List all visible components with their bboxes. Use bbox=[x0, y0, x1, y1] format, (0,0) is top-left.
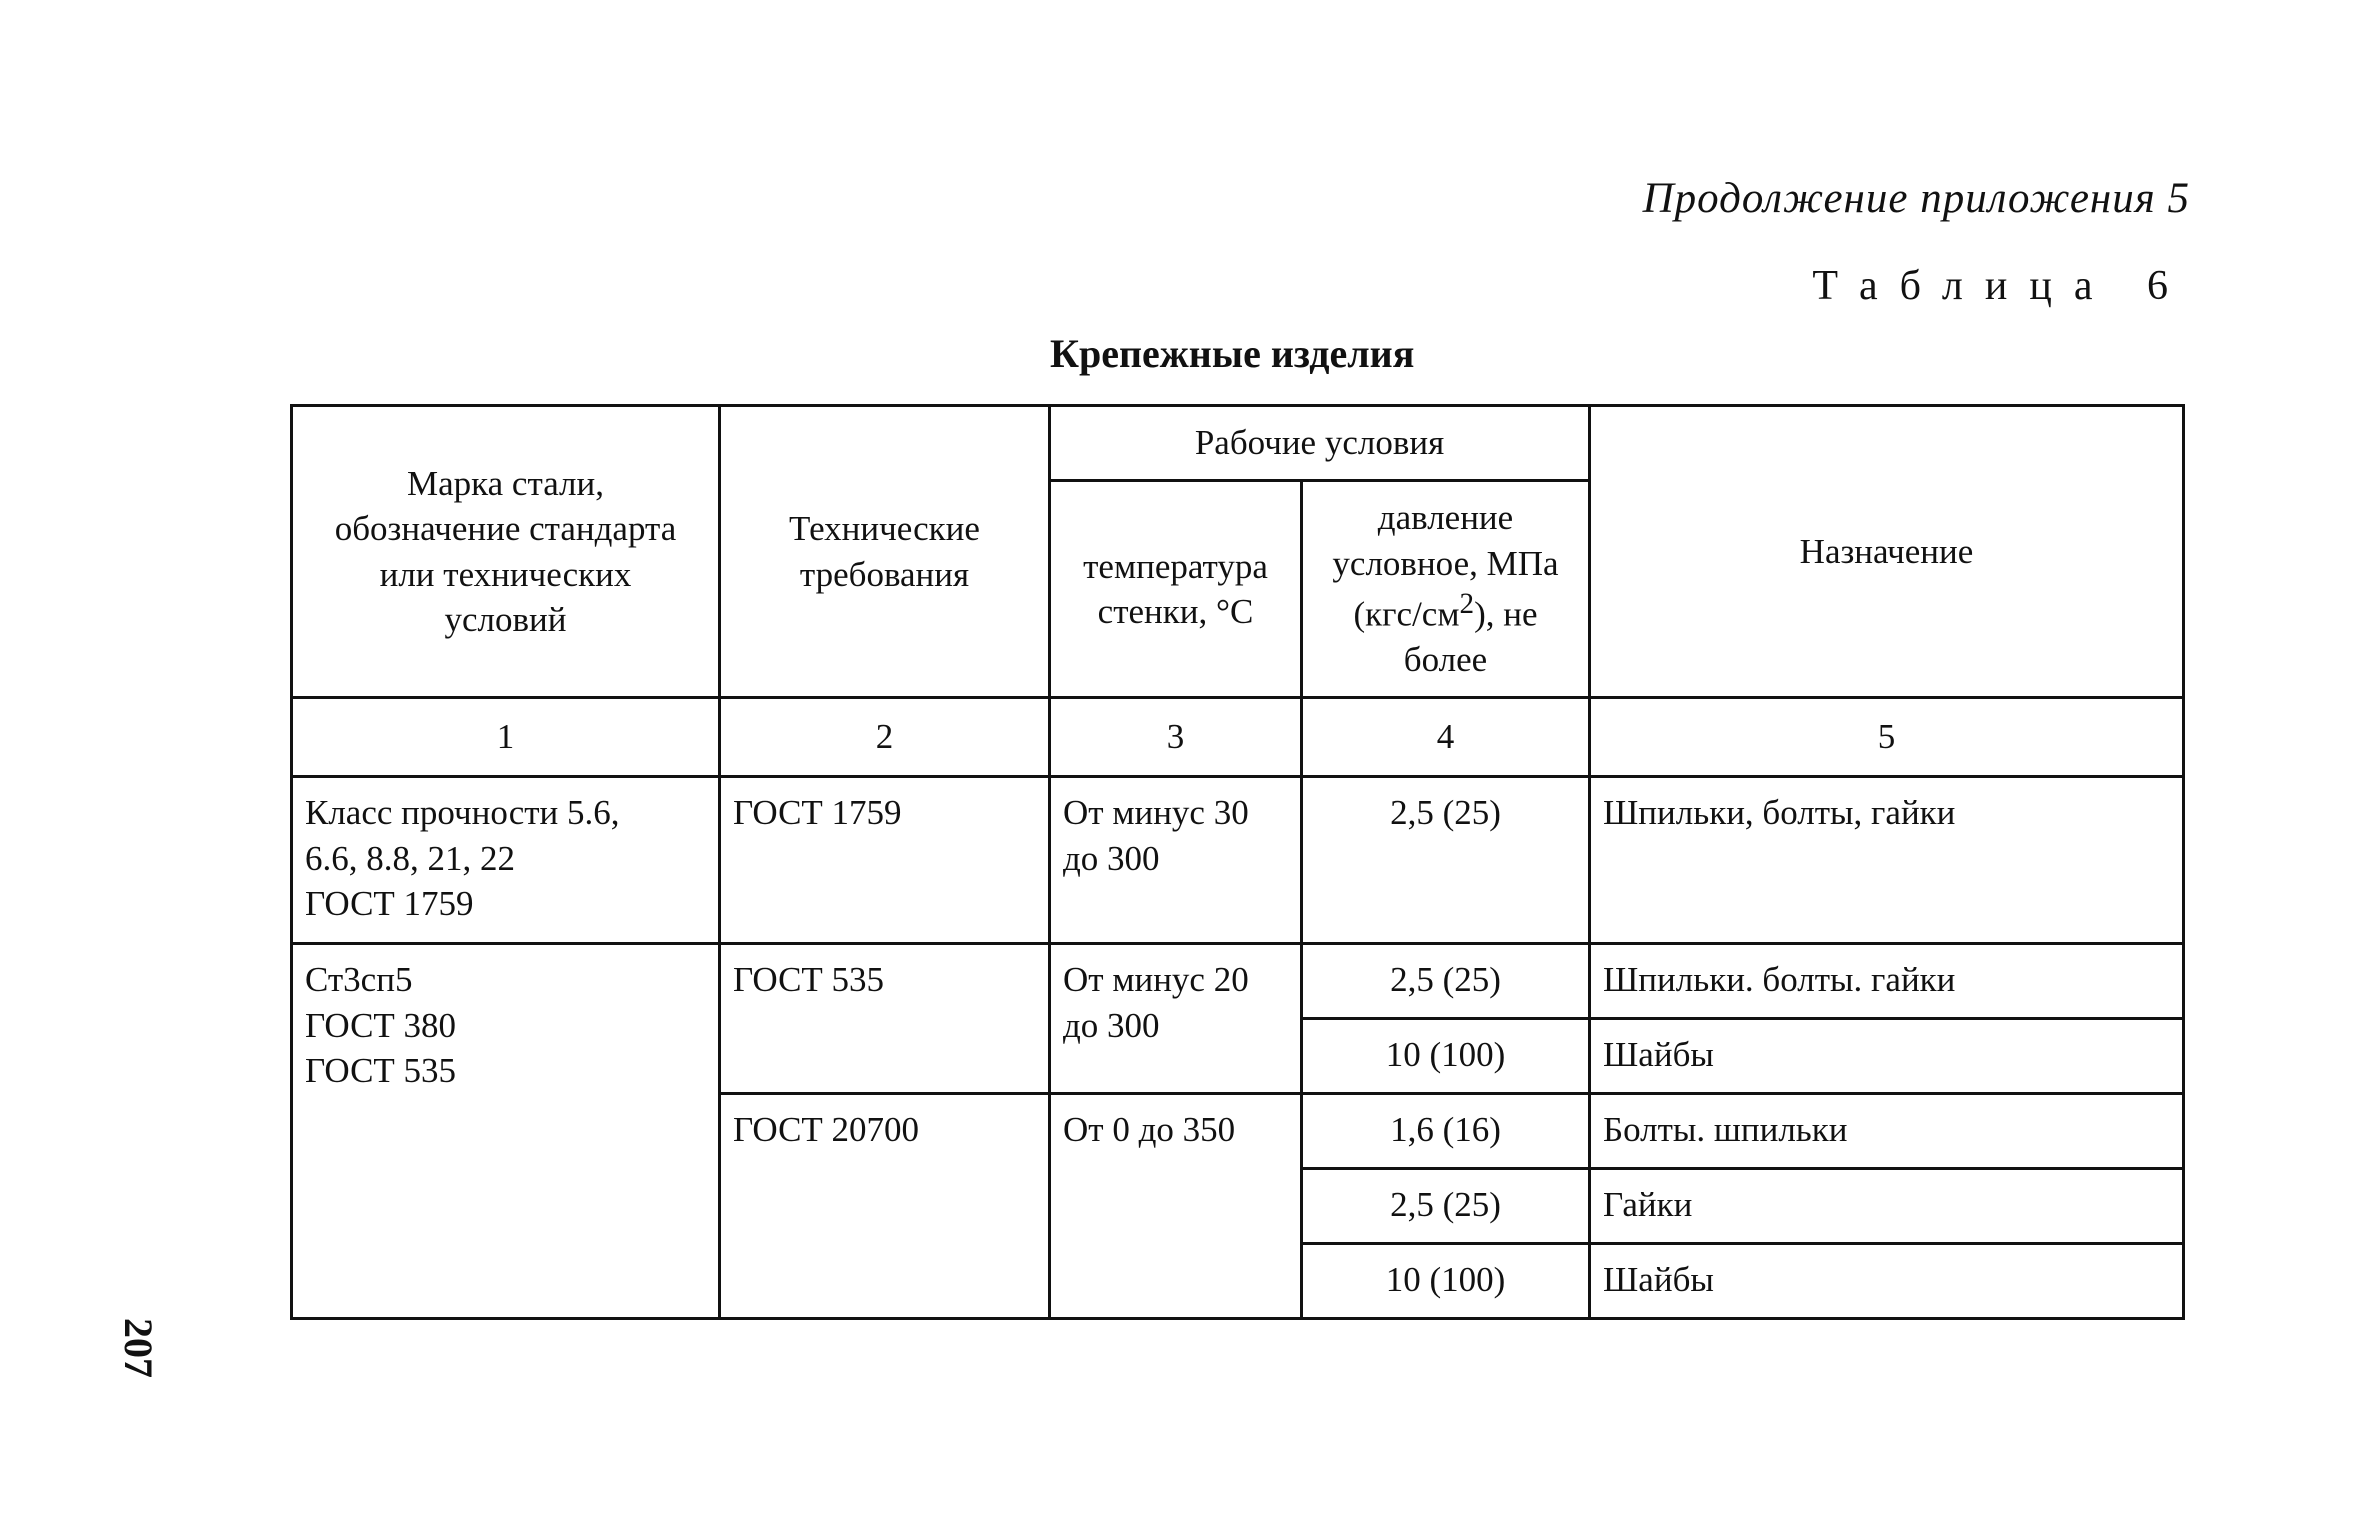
tech-req-cell: ГОСТ 1759 bbox=[720, 777, 1050, 944]
steel-grade-cell: Ст3сп5 ГОСТ 380 ГОСТ 535 bbox=[292, 944, 720, 1319]
header-row-top bbox=[292, 406, 2184, 481]
tech-req-cell: ГОСТ 20700 bbox=[720, 1094, 1050, 1319]
column-number: 1 bbox=[292, 698, 720, 777]
pressure-cell: 10 (100) bbox=[1302, 1244, 1590, 1319]
header-temperature: температура стенки, °С bbox=[1050, 481, 1302, 698]
temperature-cell: От 0 до 350 bbox=[1050, 1094, 1302, 1319]
column-number: 3 bbox=[1050, 698, 1302, 777]
pressure-cell: 2,5 (25) bbox=[1302, 944, 1590, 1019]
table-title: Крепежные изделия bbox=[1050, 331, 1415, 376]
pressure-cell: 2,5 (25) bbox=[1302, 777, 1590, 944]
page-number: 207 bbox=[116, 1318, 161, 1378]
purpose-cell: Шайбы bbox=[1590, 1244, 2184, 1319]
table-row bbox=[292, 944, 2184, 1019]
purpose-cell: Гайки bbox=[1590, 1169, 2184, 1244]
header-steel: Марка стали, обозначение стандарта или технических условий bbox=[292, 406, 720, 698]
header-purpose: Назначение bbox=[1590, 406, 2184, 698]
header-pressure: давление условное, МПа $(кгс/см^2)$, не более bbox=[1302, 481, 1590, 698]
purpose-cell: Шайбы bbox=[1590, 1019, 2184, 1094]
purpose-cell: Шпильки. болты. гайки bbox=[1590, 944, 2184, 1019]
table-number: Таблица 6 bbox=[1812, 263, 2190, 309]
temperature-cell: От минус 20 до 300 bbox=[1050, 944, 1302, 1094]
header-tech: Технические требования bbox=[720, 406, 1050, 698]
steel-grade-cell: Класс прочности 5.6, 6.6, 8.8, 21, 22 ГОСТ 1759 bbox=[292, 777, 720, 944]
temperature-cell: От минус 30 до 300 bbox=[1050, 777, 1302, 944]
table-row bbox=[292, 777, 2184, 944]
column-number: 2 bbox=[720, 698, 1050, 777]
purpose-cell: Шпильки, болты, гайки bbox=[1590, 777, 2184, 944]
continuation-label: Продолжение приложения 5 bbox=[1642, 175, 2190, 222]
tech-req-cell: ГОСТ 535 bbox=[720, 944, 1050, 1094]
pressure-cell: 1,6 (16) bbox=[1302, 1094, 1590, 1169]
purpose-cell: Болты. шпильки bbox=[1590, 1094, 2184, 1169]
column-number-row bbox=[292, 698, 2184, 777]
pressure-cell: 10 (100) bbox=[1302, 1019, 1590, 1094]
column-number: 4 bbox=[1302, 698, 1590, 777]
pressure-cell: 2,5 (25) bbox=[1302, 1169, 1590, 1244]
column-number: 5 bbox=[1590, 698, 2184, 777]
header-work-conditions: Рабочие условия bbox=[1050, 406, 1590, 481]
fasteners-table bbox=[290, 404, 2185, 1320]
